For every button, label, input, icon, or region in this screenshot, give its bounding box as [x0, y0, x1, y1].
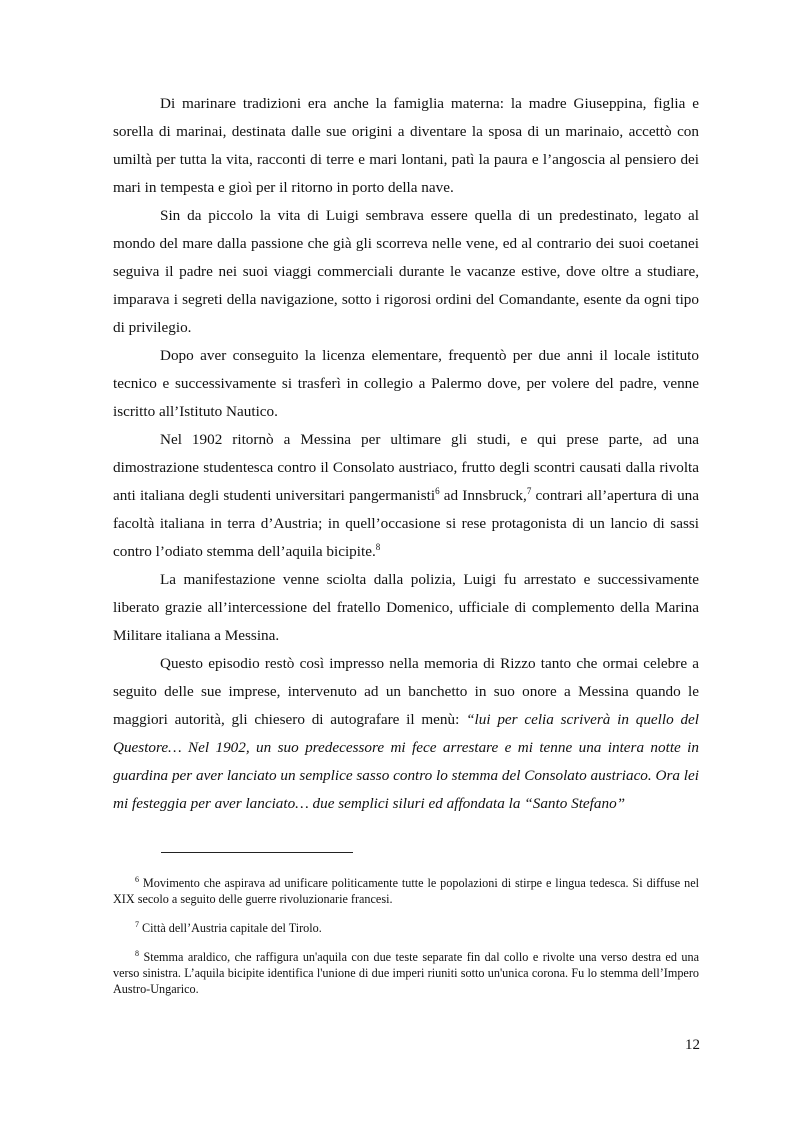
footnote-separator	[161, 852, 353, 853]
footnote-ref-8[interactable]: 8	[375, 542, 381, 552]
paragraph-4-text-a: Nel 1902 ritornò a Messina per ultimare gli studi, e qui prese parte, ad una dimostrazione studentesca contro il Consolato austriaco, frutto degli scontri causati dalla rivolta anti italiana degli studenti universitari pangermanisti	[113, 431, 699, 504]
footnote-7	[113, 920, 699, 936]
paragraph-6-text: Questo episodio restò così impresso nella memoria di Rizzo tanto che ormai celebre a seguito delle sue imprese, intervenuto ad un banchetto in suo onore a Messina quando le maggiori autorità, gli chiesero di autografare il menù:	[113, 655, 699, 728]
footnote-number: 6	[135, 875, 139, 884]
paragraph-3: Dopo aver conseguito la licenza elementare, frequentò per due anni il locale istituto tecnico e successivamente si trasferì in collegio a Palermo dove, per volere del padre, venne iscritto all’Istituto Nautico.	[113, 347, 699, 420]
paragraph-6	[113, 650, 699, 818]
paragraph-5: La manifestazione venne sciolta dalla polizia, Luigi fu arrestato e successivamente liberato grazie all’intercessione del fratello Domenico, ufficiale di complemento della Marina Militare italiana a Messina.	[113, 571, 699, 644]
main-text	[113, 90, 699, 818]
footnote-text: Stemma araldico, che raffigura un'aquila con due teste separate fin dal collo e rivolte una verso destra ed una verso sinistra. L’aquila bicipite identifica l'unione di due imperi riuniti sotto un'unica corona. Fu lo stemma dell’Impero Austro-Ungarico.	[113, 950, 699, 996]
page-number: 12	[685, 1037, 700, 1053]
footnote-number: 7	[135, 920, 139, 929]
footnote-ref-6[interactable]: 6	[435, 486, 440, 496]
paragraph-1: Di marinare tradizioni era anche la famiglia materna: la madre Giuseppina, figlia e sorella di marinai, destinata dalle sue origini a diventare la sposa di un marinaio, accettò con umiltà per tutta la vita, racconti di terre e mari lontani, patì la paura e l’angoscia al pensiero dei mari in tempesta e gioì per il ritorno in porto della nave.	[113, 95, 699, 196]
footnote-text: Città dell’Austria capitale del Tirolo.	[139, 921, 322, 935]
paragraph-2: Sin da piccolo la vita di Luigi sembrava essere quella di un predestinato, legato al mondo del mare dalla passione che già gli scorreva nelle vene, ed al contrario dei suoi coetanei seguiva il padre nei suoi viaggi commerciali durante le vacanze estive, dove oltre a studiare, imparava i segreti della navigazione, sotto i rigorosi ordini del Comandante, esente da ogni tipo di privilegio.	[113, 207, 699, 336]
footnote-8	[113, 949, 699, 997]
footnote-ref-7[interactable]: 7	[526, 486, 532, 496]
footnotes	[113, 875, 699, 1010]
footnote-number: 8	[135, 949, 139, 958]
paragraph-4-text-b: ad Innsbruck,	[439, 487, 527, 504]
paragraph-4	[113, 426, 699, 566]
paragraph-6-quote: “lui per celia scriverà in quello del Questore… Nel 1902, un suo predecessore mi fece arrestare e mi tenne una intera notte in guardina per aver lanciato un semplice sasso contro lo stemma del Consolato austriaco. Ora lei mi festeggia per aver lanciato… due semplici siluri ed affondata la “Santo Stefano”	[113, 711, 699, 812]
paragraph-4-text-c: contrari all’apertura di una facoltà italiana in terra d’Austria; in quell’occasione si rese protagonista di un lancio di sassi contro l’odiato stemma dell’aquila bicipite.	[113, 487, 699, 560]
footnote-text: Movimento che aspirava ad unificare politicamente tutte le popolazioni di stirpe e lingua tedesca. Si diffuse nel XIX secolo a seguito delle guerre rivoluzionarie francesi.	[113, 876, 699, 906]
footnote-6	[113, 875, 699, 907]
